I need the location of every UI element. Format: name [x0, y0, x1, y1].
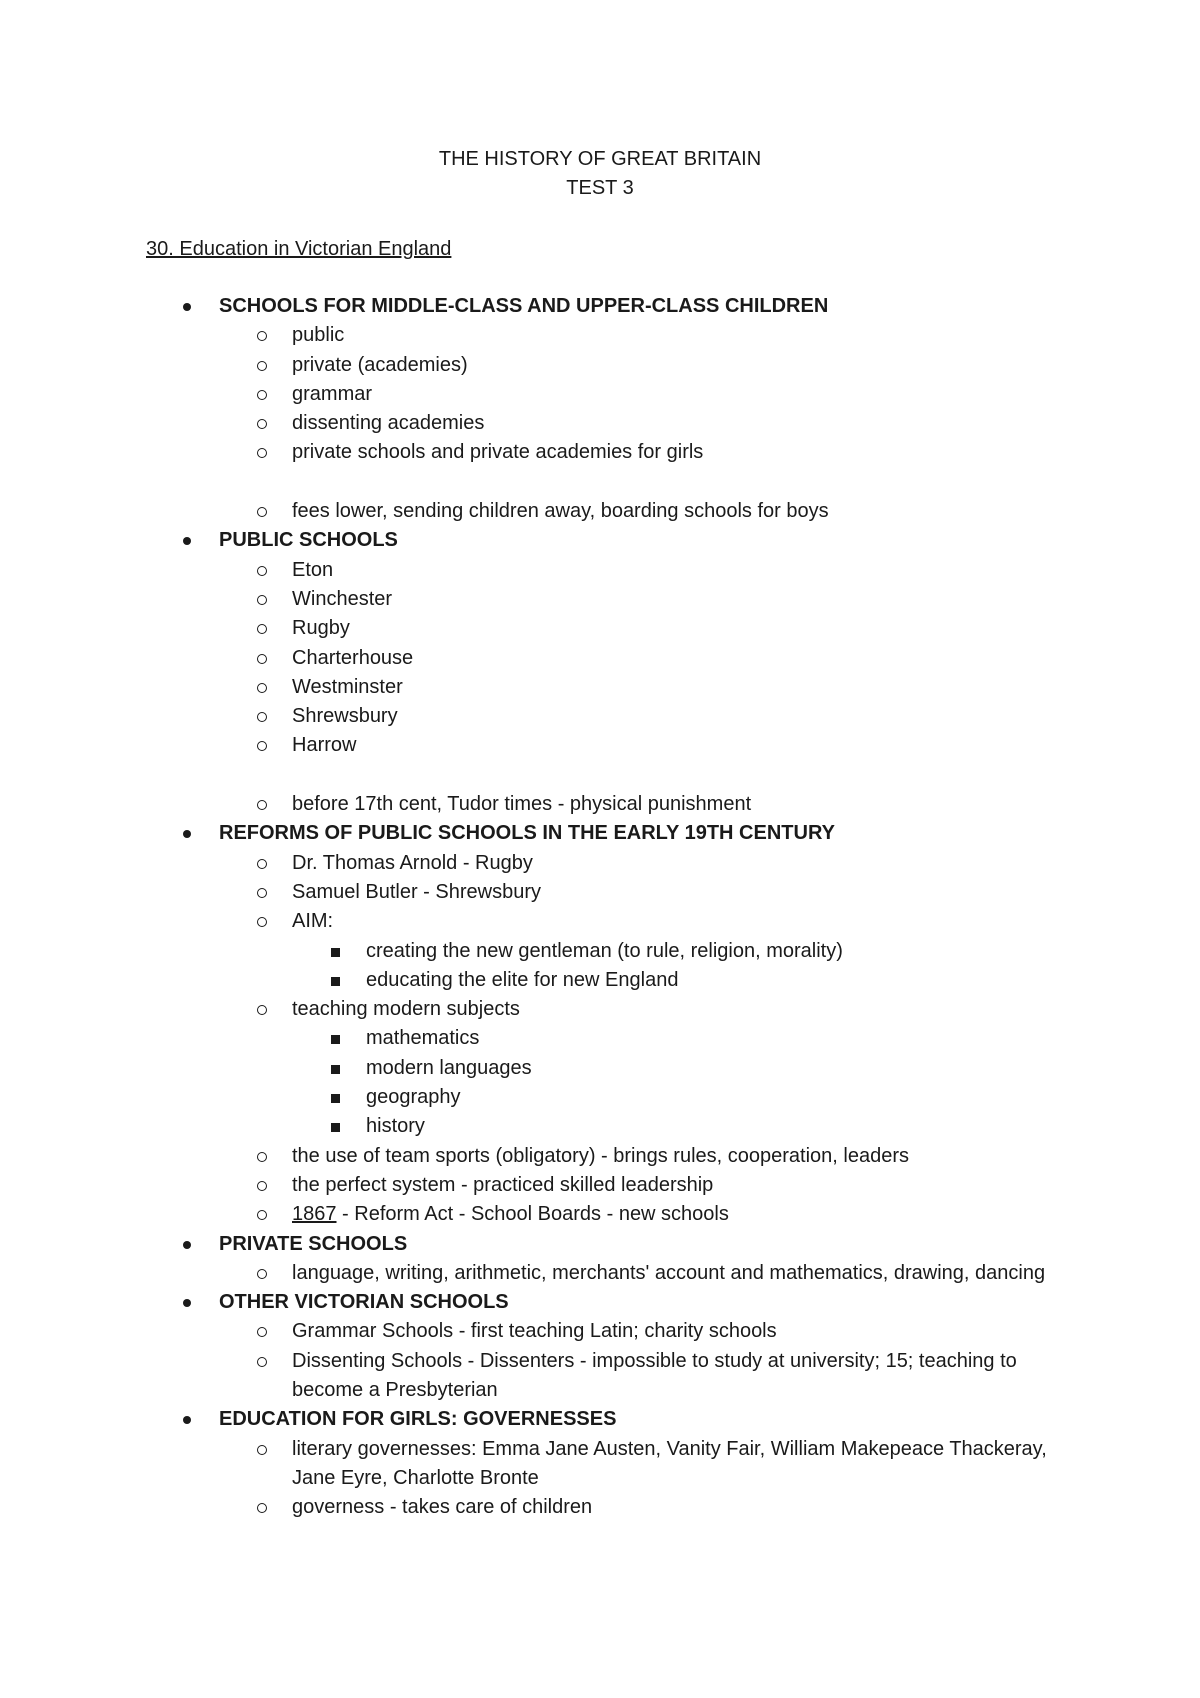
- list-item-text: governess - takes care of children: [292, 1496, 593, 1519]
- hollow-bullet-icon: [257, 741, 267, 751]
- outline-heading: [0, 1405, 1200, 1434]
- hollow-bullet-icon: [257, 507, 267, 517]
- outline-list: [0, 292, 1200, 1522]
- square-bullet-icon: [331, 1123, 340, 1132]
- list-item: [0, 702, 1200, 731]
- filled-bullet-icon: [183, 1299, 191, 1307]
- hollow-bullet-icon: [257, 448, 267, 458]
- outline-heading: [0, 526, 1200, 555]
- list-item: [0, 1347, 1200, 1406]
- hollow-bullet-icon: [257, 800, 267, 810]
- list-item: [0, 1259, 1200, 1288]
- list-item: [0, 790, 1200, 819]
- hollow-bullet-icon: [257, 712, 267, 722]
- outline-heading-text: OTHER VICTORIAN SCHOOLS: [219, 1291, 509, 1314]
- sub-list-item: [0, 1083, 1200, 1112]
- hollow-bullet-icon: [257, 683, 267, 693]
- list-item-text: public: [292, 324, 345, 347]
- list-item-text: Samuel Butler - Shrewsbury: [292, 880, 541, 903]
- list-item: [0, 1142, 1200, 1171]
- outline-heading-text: SCHOOLS FOR MIDDLE-CLASS AND UPPER-CLASS CHILDREN: [219, 295, 829, 317]
- hollow-bullet-icon: [257, 917, 267, 927]
- list-item-text: Grammar Schools - first teaching Latin; charity schools: [292, 1320, 777, 1343]
- list-item: [0, 995, 1200, 1024]
- list-item-text: private schools and private academies for girls: [292, 441, 704, 464]
- reform-year: 1867: [292, 1203, 337, 1226]
- hollow-bullet-icon: [257, 390, 267, 400]
- list-item: [0, 644, 1200, 673]
- list-item-text: before 17th cent, Tudor times - physical punishment: [292, 793, 752, 816]
- outline-heading: [0, 819, 1200, 848]
- list-item: [0, 380, 1200, 409]
- list-item-text: the use of team sports (obligatory) - brings rules, cooperation, leaders: [292, 1144, 909, 1167]
- section-heading: 30. Education in Victorian England: [146, 238, 452, 260]
- list-item: [0, 673, 1200, 702]
- square-bullet-icon: [331, 1094, 340, 1103]
- sub-list-item-text: mathematics: [366, 1027, 480, 1050]
- list-item-text: dissenting academies: [292, 412, 485, 435]
- sub-list-item: [0, 1112, 1200, 1141]
- list-item: [0, 585, 1200, 614]
- list-item: [0, 1171, 1200, 1200]
- filled-bullet-icon: [183, 1241, 191, 1249]
- outline-heading-text: REFORMS OF PUBLIC SCHOOLS IN THE EARLY 19TH CENTURY: [219, 822, 835, 845]
- list-item: [0, 409, 1200, 438]
- hollow-bullet-icon: [257, 361, 267, 371]
- hollow-bullet-icon: [257, 1181, 267, 1191]
- hollow-bullet-icon: [257, 1445, 267, 1455]
- document-subtitle: TEST 3: [566, 177, 634, 199]
- list-item: [0, 731, 1200, 760]
- list-item-text: - Reform Act - School Boards - new schools: [336, 1203, 729, 1226]
- sub-list-item-text: creating the new gentleman (to rule, religion, morality): [366, 939, 843, 962]
- sub-list-item-text: history: [366, 1115, 425, 1138]
- list-item-text: the perfect system - practiced skilled leadership: [292, 1173, 714, 1196]
- list-item-text: literary governesses: Emma Jane Austen, Vanity Fair, William Makepeace Thackeray, Jane Eyre, Charlotte Bronte: [292, 1437, 1047, 1489]
- hollow-bullet-icon: [257, 419, 267, 429]
- list-item: [0, 1435, 1200, 1494]
- list-item: [0, 907, 1200, 936]
- list-item: [0, 1200, 1200, 1229]
- square-bullet-icon: [331, 948, 340, 957]
- list-item-text: Eton: [292, 558, 334, 581]
- outline-heading-text: EDUCATION FOR GIRLS: GOVERNESSES: [219, 1408, 617, 1431]
- hollow-bullet-icon: [257, 1152, 267, 1162]
- list-item: [0, 321, 1200, 350]
- list-item-text: fees lower, sending children away, boarding schools for boys: [292, 500, 829, 523]
- filled-bullet-icon: [183, 1416, 191, 1424]
- list-item: [0, 1493, 1200, 1522]
- outline-heading: [0, 292, 1200, 321]
- sub-list-item: [0, 966, 1200, 995]
- sub-list-item: [0, 1054, 1200, 1083]
- sub-list-item-text: geography: [366, 1086, 461, 1109]
- hollow-bullet-icon: [257, 654, 267, 664]
- list-item: [0, 878, 1200, 907]
- list-item-text: teaching modern subjects: [292, 998, 520, 1021]
- list-item: [0, 614, 1200, 643]
- list-item: [0, 556, 1200, 585]
- hollow-bullet-icon: [257, 566, 267, 576]
- hollow-bullet-icon: [257, 331, 267, 341]
- hollow-bullet-icon: [257, 1210, 267, 1220]
- list-item-text: Shrewsbury: [292, 705, 398, 728]
- sub-list-item-text: modern languages: [366, 1056, 532, 1079]
- hollow-bullet-icon: [257, 859, 267, 869]
- spacer: [0, 468, 1200, 497]
- list-item: [0, 1317, 1200, 1346]
- sub-list-item: [0, 937, 1200, 966]
- list-item-text: private (academies): [292, 353, 468, 376]
- square-bullet-icon: [331, 977, 340, 986]
- hollow-bullet-icon: [257, 624, 267, 634]
- list-item-text: Westminster: [292, 675, 403, 698]
- hollow-bullet-icon: [257, 1503, 267, 1513]
- list-item-text: Winchester: [292, 587, 393, 610]
- list-item: [0, 849, 1200, 878]
- list-item-text: grammar: [292, 382, 373, 405]
- list-item: [0, 438, 1200, 467]
- outline-heading: [0, 1230, 1200, 1259]
- list-item-text: Rugby: [292, 617, 350, 640]
- filled-bullet-icon: [183, 830, 191, 838]
- list-item: [0, 497, 1200, 526]
- document-title: THE HISTORY OF GREAT BRITAIN: [438, 148, 762, 170]
- filled-bullet-icon: [183, 537, 191, 545]
- hollow-bullet-icon: [257, 888, 267, 898]
- list-item-text: language, writing, arithmetic, merchants' account and mathematics, drawing, dancing: [292, 1261, 1046, 1284]
- hollow-bullet-icon: [257, 1269, 267, 1279]
- sub-list-item-text: educating the elite for new England: [366, 968, 679, 991]
- list-item-text: Charterhouse: [292, 646, 414, 669]
- hollow-bullet-icon: [257, 1327, 267, 1337]
- hollow-bullet-icon: [257, 1005, 267, 1015]
- square-bullet-icon: [331, 1065, 340, 1074]
- list-item-text: Harrow: [292, 734, 357, 757]
- sub-list-item: [0, 1024, 1200, 1053]
- list-item-text: AIM:: [292, 910, 334, 933]
- outline-heading-text: PRIVATE SCHOOLS: [219, 1232, 408, 1255]
- hollow-bullet-icon: [257, 595, 267, 605]
- outline-heading-text: PUBLIC SCHOOLS: [219, 529, 398, 552]
- spacer: [0, 761, 1200, 790]
- list-item-text: Dr. Thomas Arnold - Rugby: [292, 851, 533, 874]
- hollow-bullet-icon: [257, 1357, 267, 1367]
- filled-bullet-icon: [183, 303, 191, 311]
- square-bullet-icon: [331, 1035, 340, 1044]
- outline-heading: [0, 1288, 1200, 1317]
- list-item: [0, 351, 1200, 380]
- list-item-text: Dissenting Schools - Dissenters - impossible to study at university; 15; teaching to become a Presbyterian: [292, 1349, 1017, 1401]
